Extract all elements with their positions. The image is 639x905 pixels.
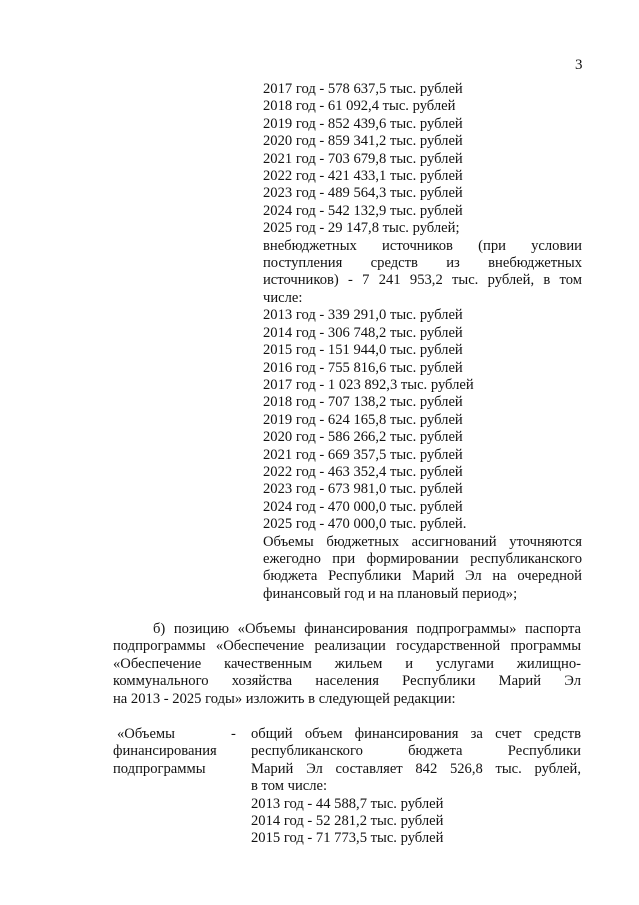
passport-year-line: 2014 год - 52 281,2 тыс. рублей [251, 813, 444, 830]
passport-value-line: республиканского бюджета Республики [251, 743, 581, 760]
section-b-line: «Обеспечение качественным жильем и услугами жилищно- [113, 655, 581, 672]
page-number: 3 [575, 57, 583, 73]
extrabudget-year-line: 2023 год - 673 981,0 тыс. рублей [263, 481, 463, 498]
budget-year-line: 2024 год - 542 132,9 тыс. рублей [263, 202, 463, 219]
extrabudget-year-line: 2019 год - 624 165,8 тыс. рублей [263, 411, 463, 428]
budget-year-line: 2021 год - 703 679,8 тыс. рублей [263, 150, 463, 167]
section-b-paragraph [113, 621, 581, 708]
passport-year-line: 2015 год - 71 773,5 тыс. рублей [251, 830, 444, 847]
note-text-line: финансовый год и на плановый период»; [263, 585, 518, 602]
extrabudget-year-line: 2013 год - 339 291,0 тыс. рублей [263, 307, 463, 324]
passport-year-line: 2013 год - 44 588,7 тыс. рублей [251, 795, 444, 812]
passport-dash: - [231, 726, 236, 742]
extrabudget-year-line: 2021 год - 669 357,5 тыс. рублей [263, 446, 463, 463]
passport-value-line: Марий Эл составляет 842 526,8 тыс. рублей, [251, 760, 581, 777]
extrabudget-year-line: 2024 год - 470 000,0 тыс. рублей [263, 498, 463, 515]
extrabudget-year-line: 2017 год - 1 023 892,3 тыс. рублей [263, 376, 474, 393]
passport-label-line: финансирования [113, 743, 217, 760]
extrabudget-year-line: 2020 год - 586 266,2 тыс. рублей [263, 429, 463, 446]
budget-year-line: 2017 год - 578 637,5 тыс. рублей [263, 81, 463, 97]
extrabudget-text-line: источников) - 7 241 953,2 тыс. рублей, в том [263, 272, 582, 289]
budget-year-line: 2023 год - 489 564,3 тыс. рублей [263, 185, 463, 202]
passport-value-line: общий объем финансирования за счет средств [251, 726, 581, 742]
budget-year-line: 2018 год - 61 092,4 тыс. рублей [263, 98, 456, 115]
section-b-line: б) позицию «Объемы финансирования подпрограммы» паспорта [153, 621, 581, 637]
passport-value-line: в том числе: [251, 778, 328, 795]
extrabudget-text-line: поступления средств из внебюджетных [263, 255, 582, 272]
extrabudget-year-line: 2014 год - 306 748,2 тыс. рублей [263, 324, 463, 341]
passport-label-line: «Объемы [117, 726, 175, 742]
extrabudget-year-line: 2015 год - 151 944,0 тыс. рублей [263, 342, 463, 359]
passport-row-value [251, 726, 581, 848]
budget-year-line: 2019 год - 852 439,6 тыс. рублей [263, 115, 463, 132]
extrabudget-year-line: 2018 год - 707 138,2 тыс. рублей [263, 394, 463, 411]
budget-year-line: 2025 год - 29 147,8 тыс. рублей; [263, 220, 460, 237]
note-text-line: Объемы бюджетных ассигнований уточняются [263, 533, 582, 550]
budget-year-line: 2022 год - 421 433,1 тыс. рублей [263, 168, 463, 185]
section-b-line: подпрограммы «Обеспечение реализации государственной программы [113, 638, 581, 655]
passport-label-line: подпрограммы [113, 760, 206, 777]
note-text-line: бюджета Республики Марий Эл на очередной [263, 568, 582, 585]
extrabudget-text-line: числе: [263, 289, 303, 306]
funding-continuation-block [263, 81, 582, 603]
extrabudget-text-line: внебюджетных источников (при условии [263, 237, 582, 254]
budget-year-line: 2020 год - 859 341,2 тыс. рублей [263, 133, 463, 150]
extrabudget-year-line: 2016 год - 755 816,6 тыс. рублей [263, 359, 463, 376]
extrabudget-year-line: 2022 год - 463 352,4 тыс. рублей [263, 463, 463, 480]
section-b-line: на 2013 - 2025 годы» изложить в следующей редакции: [113, 690, 456, 707]
section-b-line: коммунального хозяйства населения Республики Марий Эл [113, 673, 581, 690]
extrabudget-year-line: 2025 год - 470 000,0 тыс. рублей. [263, 516, 467, 533]
note-text-line: ежегодно при формировании республиканского [263, 550, 582, 567]
